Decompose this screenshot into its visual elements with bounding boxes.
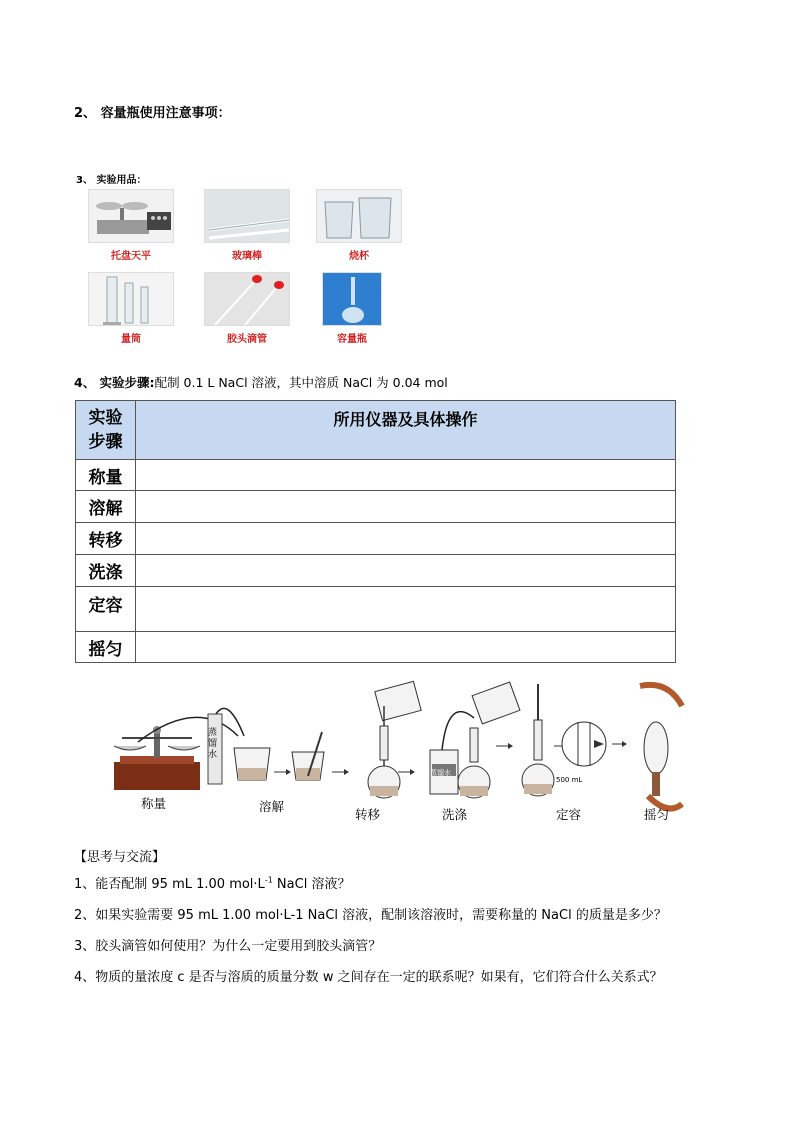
dropper-icon xyxy=(204,272,290,326)
step-operation-cell[interactable] xyxy=(136,587,676,632)
table-row xyxy=(76,460,676,491)
question-text: 3、胶头滴管如何使用？为什么一定要用到胶头滴管？ xyxy=(74,939,382,954)
glass-rod-icon xyxy=(204,189,290,243)
equipment-label: 容量瓶 xyxy=(337,334,367,345)
graduated-cylinder-icon xyxy=(88,272,174,326)
bottle-label: 蒸馏水 xyxy=(430,769,451,777)
section-4-label: 4、 实验步骤: xyxy=(74,375,155,390)
procedure-diagram xyxy=(108,676,692,826)
question-text-end: NaCl 溶液？ xyxy=(272,877,351,892)
step-operation-cell[interactable] xyxy=(136,523,676,555)
beaker-icon xyxy=(316,189,402,243)
diagram-step-label: 溶解 xyxy=(259,799,285,814)
table-header-step: 实验 步骤 xyxy=(76,401,136,460)
discussion-title: 【思考与交流】 xyxy=(74,850,166,865)
volumetric-flask-icon xyxy=(322,272,382,326)
procedure-illustration xyxy=(108,676,692,826)
water-label: 蒸馏水 xyxy=(208,728,218,760)
step-label: 转移 xyxy=(76,523,136,555)
question-3 xyxy=(74,935,381,954)
step-label: 称量 xyxy=(76,460,136,491)
steps-table xyxy=(75,400,676,663)
equipment-label: 胶头滴管 xyxy=(227,334,267,345)
equipment-label: 玻璃棒 xyxy=(232,251,262,262)
flask-volume-label: 500 mL xyxy=(556,776,583,784)
diagram-step-label: 定容 xyxy=(556,807,582,822)
diagram-step-label: 称量 xyxy=(141,796,167,811)
question-text: 4、物质的量浓度 c 是否与溶质的质量分数 w 之间存在一定的联系呢？如果有，它们符合什么关系式？ xyxy=(74,970,663,985)
question-text: 2、如果实验需要 95 mL 1.00 mol·L-1 NaCl 溶液，配制该溶液时，需要称量的 NaCl 的质量是多少？ xyxy=(74,908,667,923)
question-2 xyxy=(74,904,667,923)
diagram-step-label: 摇匀 xyxy=(644,807,670,822)
table-row xyxy=(76,555,676,587)
equipment-label: 托盘天平 xyxy=(111,251,151,262)
table-header-row xyxy=(76,401,676,460)
table-row xyxy=(76,587,676,632)
step-operation-cell[interactable] xyxy=(136,555,676,587)
question-4 xyxy=(74,966,663,985)
step-label: 洗涤 xyxy=(76,555,136,587)
step-label: 定容 xyxy=(76,587,136,632)
balance-icon xyxy=(88,189,174,243)
diagram-step-label: 转移 xyxy=(355,807,381,822)
section-2-title: 2、 容量瓶使用注意事项： xyxy=(74,106,231,121)
step-operation-cell[interactable] xyxy=(136,491,676,523)
equipment-label: 量筒 xyxy=(121,334,141,345)
step-operation-cell[interactable] xyxy=(136,632,676,663)
diagram-step-label: 洗涤 xyxy=(442,807,468,822)
table-row xyxy=(76,632,676,663)
section-4-text: 配制 0.1 L NaCl 溶液，其中溶质 NaCl 为 0.04 mol xyxy=(154,375,448,390)
equipment-label: 烧杯 xyxy=(349,251,369,262)
question-text: 1、能否配制 95 mL 1.00 mol·L xyxy=(74,877,265,892)
balance-illustration xyxy=(114,726,200,790)
table-row xyxy=(76,523,676,555)
table-header-operation: 所用仪器及具体操作 xyxy=(136,401,676,460)
step-operation-cell[interactable] xyxy=(136,460,676,491)
question-1 xyxy=(74,873,350,892)
table-row xyxy=(76,491,676,523)
step-label: 摇匀 xyxy=(76,632,136,663)
section-4-title xyxy=(74,373,448,391)
superscript: -1 xyxy=(264,875,273,885)
step-label: 溶解 xyxy=(76,491,136,523)
section-3-title: 3、 实验用品： xyxy=(76,175,147,186)
